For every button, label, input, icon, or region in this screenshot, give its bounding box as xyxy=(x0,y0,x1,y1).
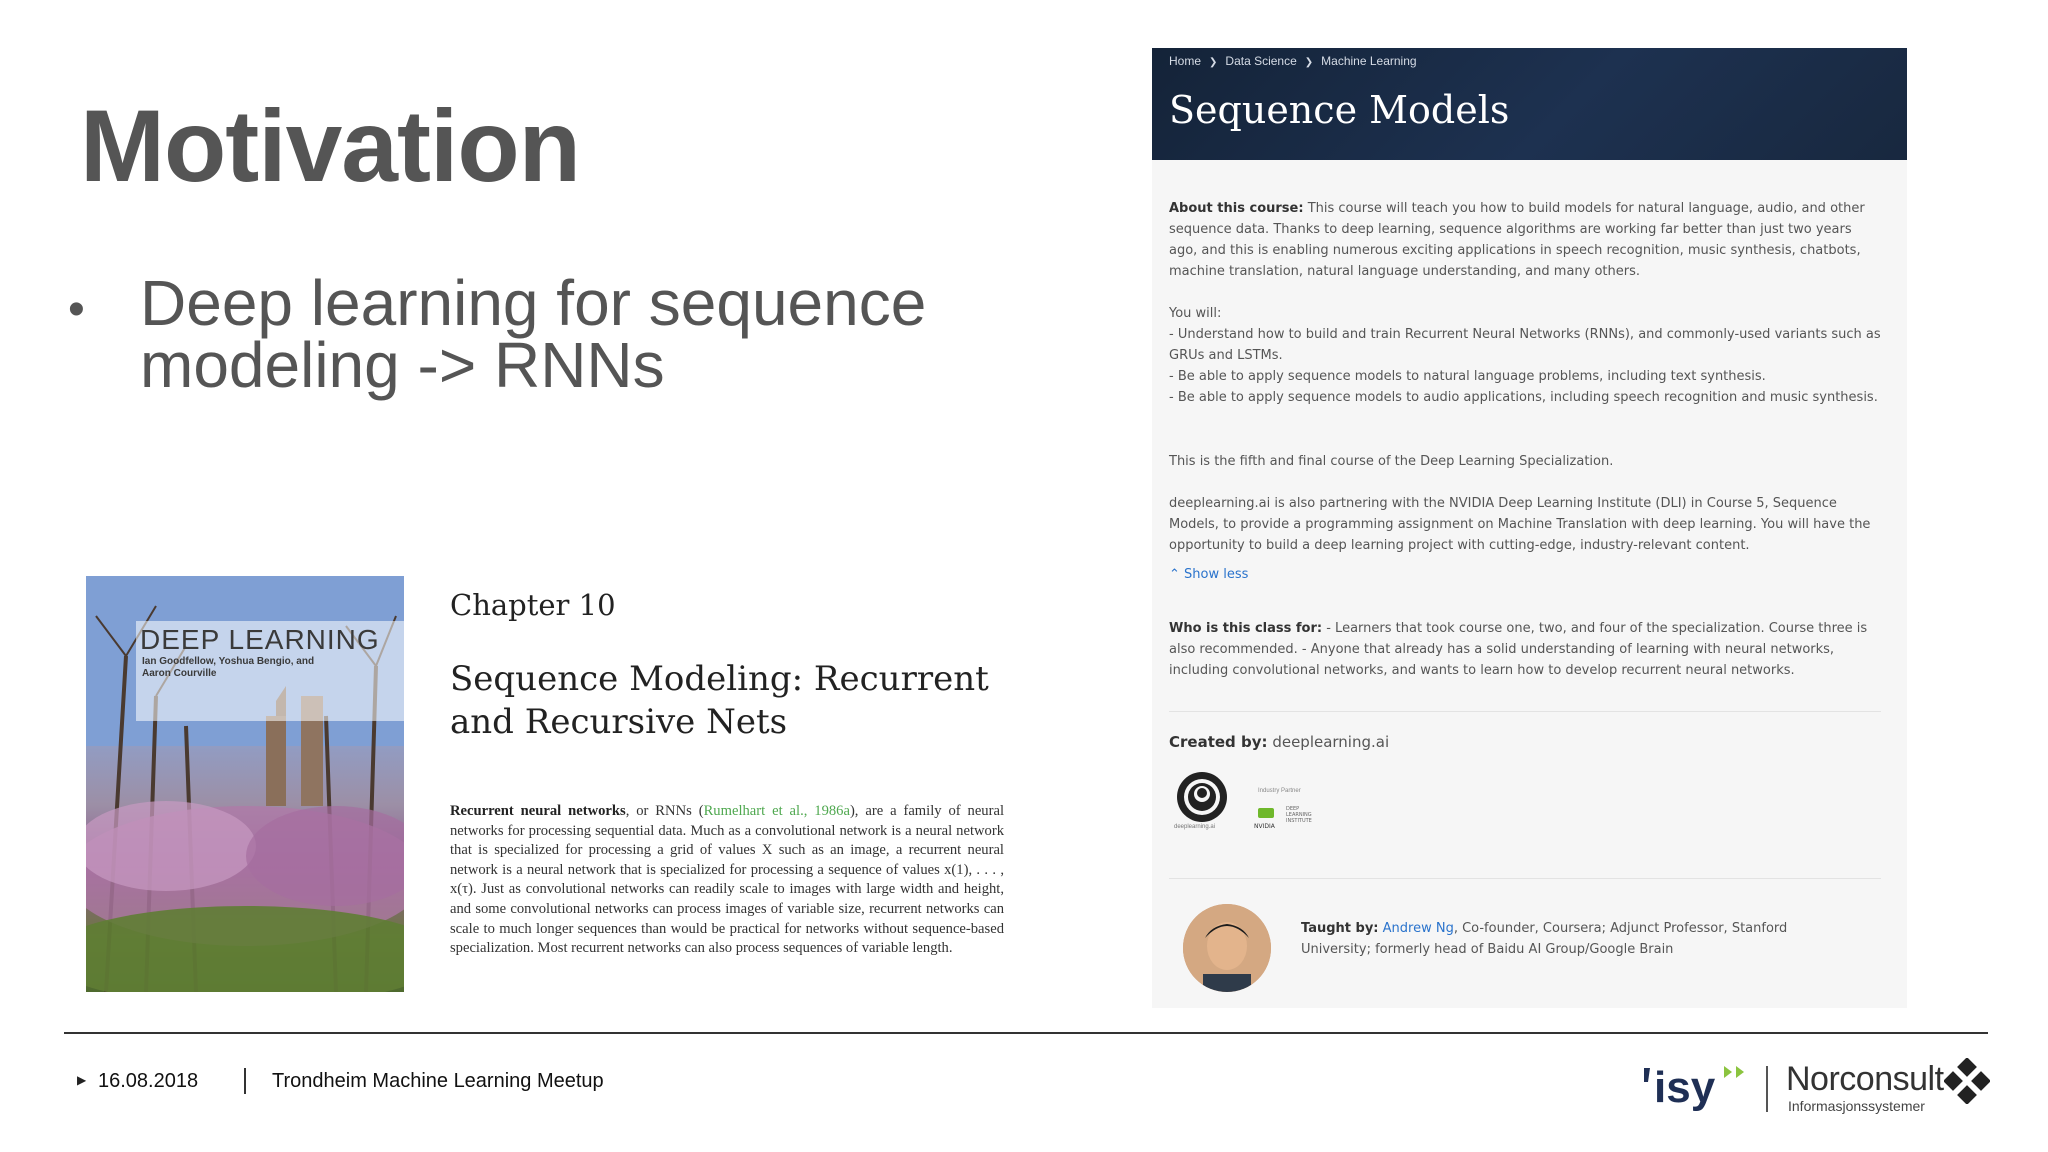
cover-authors: Ian Goodfellow, Yoshua Bengio, and Aaron Courville xyxy=(142,656,315,679)
citation: Rumelhart et al., 1986a xyxy=(703,803,850,819)
who-section xyxy=(1169,618,1881,681)
slide-title: Motivation xyxy=(80,89,580,203)
created-by xyxy=(1169,733,1389,751)
course-header xyxy=(1152,48,1907,160)
list-item: - Understand how to build and train Recurrent Neural Networks (RNNs), and commonly-used variants such as GRUs and LSTMs. xyxy=(1169,327,1881,363)
created-label: Created by: xyxy=(1169,733,1268,751)
footer-divider xyxy=(64,1032,1988,1034)
chevron-up-icon: ⌃ xyxy=(1169,567,1180,582)
triangle-right-icon: ▶ xyxy=(77,1073,87,1087)
bullet-text: Deep learning for sequence modeling -> RNNs xyxy=(140,267,927,401)
instructor-avatar xyxy=(1183,904,1271,992)
footer-date: 16.08.2018 xyxy=(98,1070,199,1092)
isy-logo-text: isy xyxy=(1654,1063,1716,1112)
footer-separator xyxy=(244,1068,246,1094)
divider xyxy=(1169,878,1881,879)
course-page xyxy=(1152,48,1907,1008)
deeplearning-logo-icon xyxy=(1174,770,1230,824)
dli-label: DEEP LEARNING INSTITUTE xyxy=(1286,806,1312,824)
breadcrumb-data-science[interactable]: Data Science xyxy=(1225,54,1297,68)
breadcrumb-machine-learning[interactable]: Machine Learning xyxy=(1321,54,1417,68)
isy-logo xyxy=(1640,1058,1754,1114)
taught-by xyxy=(1301,918,1841,960)
you-will-section xyxy=(1169,303,1881,408)
list-item: - Be able to apply sequence models to audio applications, including speech recognition and music synthesis. xyxy=(1169,390,1878,405)
cover-title: DEEP LEARNING xyxy=(140,624,380,655)
norconsult-subtitle: Informasjonssystemer xyxy=(1788,1098,1925,1114)
who-text: - Learners that took course one, two, and four of the specialization. Course three is also recommended. - Anyone that already has a solid understanding of learning with neural networks, including convolutional networks, and wants to learn how to develop recurrent neural networks. xyxy=(1169,621,1868,678)
chevron-right-icon: ❯ xyxy=(1209,57,1218,68)
instructor-link[interactable]: Andrew Ng xyxy=(1382,921,1454,936)
partner-text: deeplearning.ai is also partnering with the NVIDIA Deep Learning Institute (DLI) in Course 5, Sequence Models, to provide a programming assignment on Machine Translation with deep learning. You will have the opportunity to build a deep learning project with cutting-edge, industry-relevant content. xyxy=(1169,496,1871,553)
chapter-body: Recurrent neural networks, or RNNs (Rumelhart et al., 1986a), are a family of neural networks for processing sequential data. Much as a convolutional network is a neural network that is specialized for processing a grid of values X such as an image, a recurrent neural network is a neural network that is specialized for processing a sequence of values x(1), . . . , x(τ). Just as convolutional networks can readily scale to images with large width and height, and some convolutional networks can process images of variable size, recurrent networks can scale to much longer sequences than would be practical for networks without sequence-based specialization. Most recurrent networks can also process sequences of variable length. xyxy=(450,803,1004,957)
nvidia-dli-logo-icon xyxy=(1252,804,1322,832)
about-label: About this course: xyxy=(1169,201,1304,216)
about-section xyxy=(1169,198,1881,282)
chapter-body-term: Recurrent neural networks xyxy=(450,803,626,819)
norconsult-mark-icon xyxy=(1944,1058,1990,1104)
breadcrumb xyxy=(1169,54,1417,68)
breadcrumb-home[interactable]: Home xyxy=(1169,54,1202,68)
course-title: Sequence Models xyxy=(1169,88,1510,132)
nvidia-label: NVIDIA xyxy=(1254,823,1275,830)
fifth-course-text: This is the fifth and final course of the Deep Learning Specialization. xyxy=(1169,454,1614,469)
book-cover-image xyxy=(86,576,404,992)
taught-label: Taught by: xyxy=(1301,921,1379,936)
chapter-title: Sequence Modeling: Recurrent and Recursive Nets xyxy=(450,659,989,742)
instructor-bio: , Co-founder, Coursera; Adjunct Professor, Stanford University; formerly head of Baidu AI Group/Google Brain xyxy=(1301,921,1788,957)
logo-caption: deeplearning.ai xyxy=(1174,824,1216,830)
about-text: This course will teach you how to build models for natural language, audio, and other sequence data. Thanks to deep learning, sequence algorithms are working far better than just two years ago, and this is enabling numerous exciting applications in speech recognition, music synthesis, chatbots, machine translation, natural language understanding, and many others. xyxy=(1169,201,1865,279)
chapter-label: Chapter 10 xyxy=(450,588,616,622)
created-by-value[interactable]: deeplearning.ai xyxy=(1272,733,1390,751)
who-label: Who is this class for: xyxy=(1169,621,1323,636)
chevron-right-icon: ❯ xyxy=(1304,57,1314,68)
bullet-marker: • xyxy=(68,283,85,336)
brand-separator xyxy=(1766,1066,1768,1112)
list-item: - Be able to apply sequence models to natural language problems, including text synthesis. xyxy=(1169,369,1766,384)
divider xyxy=(1169,711,1881,712)
norconsult-logo-text: Norconsult xyxy=(1786,1060,1944,1098)
show-less-link[interactable]: ⌃ Show less xyxy=(1169,567,1249,582)
industry-partner-label: Industry Partner xyxy=(1258,788,1301,794)
footer-event: Trondheim Machine Learning Meetup xyxy=(272,1070,604,1092)
you-will-label: You will: xyxy=(1169,306,1222,321)
